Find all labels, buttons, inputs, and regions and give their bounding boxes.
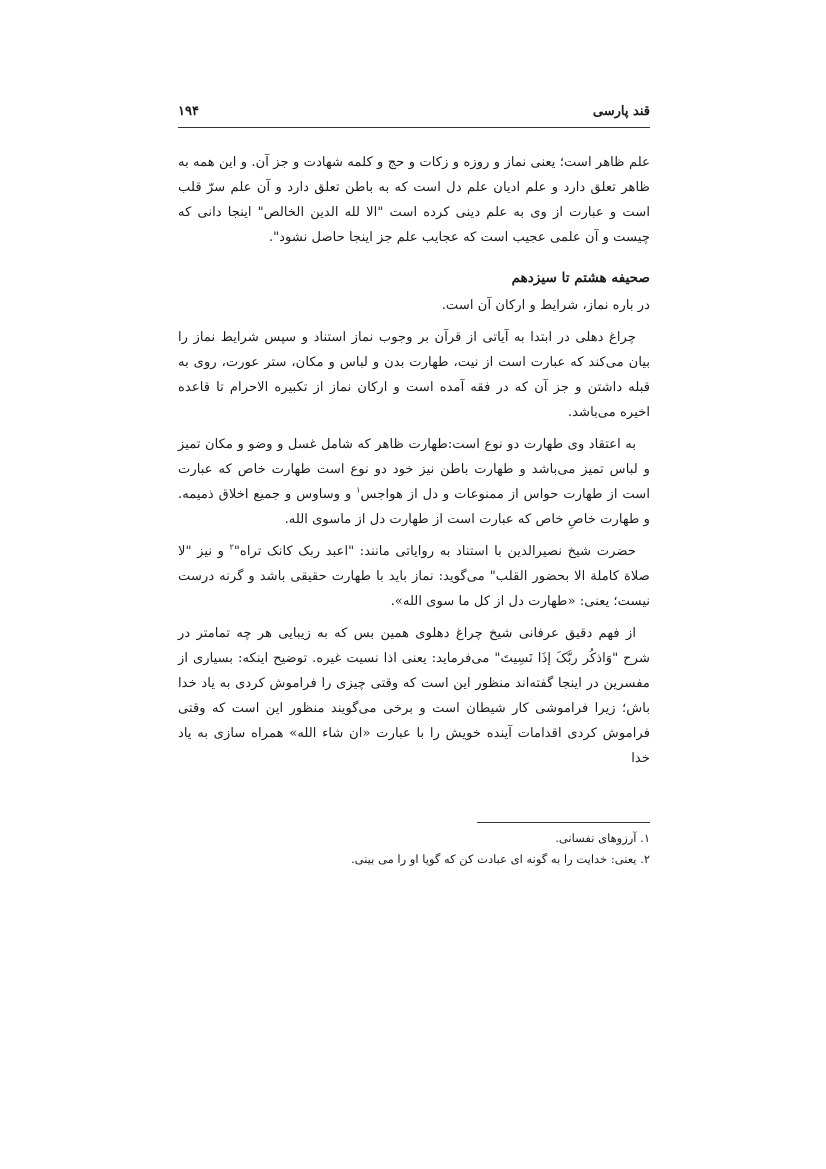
- paragraph-5: [178, 539, 650, 614]
- footnote-1: ۱. آرزوهای نفسانی.: [555, 831, 650, 845]
- document-page: [178, 0, 650, 1169]
- footnote-ref-2: ۲: [229, 542, 234, 552]
- footnote-divider: [477, 822, 650, 823]
- paragraph-1: علم ظاهر است؛ یعنی نماز و روزه و زکات و حج و کلمه شهادت و جز آن. و این همه به ظاهر تعلق دارد و علم ادیان علم دل است که به باطن تعلق دارد و آن علم سرّ قلب است و عبارت از وی به علم دینی کرده است "الا لله الدین الخالص" اینجا دانی که چیست و آن علمی عجیب است که عجایب علم جز اینجا حاصل نشود".: [178, 155, 650, 245]
- footnote-ref-1: ۱: [356, 485, 361, 495]
- section-heading: صحیفه هشتم تا سیزدهم: [511, 270, 650, 286]
- paragraph-2: در باره نماز، شرایط و ارکان آن است.: [441, 298, 650, 313]
- paragraph-4-part-a: به اعتقاد وی طهارت دو نوع است:طهارت ظاهر که شامل غسل و وضو و مکان تمیز و لباس تمیز می‌باشد و طهارت باطن نیز خود دو نوع است طهارت خاص که عبارت است از طهارت حواس از ممنوعات و دل از هواجس: [178, 437, 650, 502]
- footnote-2: ۲. یعنی: خدایت را به گونه ای عبادت کن که گویا او را می بینی.: [350, 852, 650, 866]
- page-number: ۱۹۴: [178, 104, 199, 119]
- body-text: [178, 150, 650, 778]
- paragraph-3: چراغ دهلی در ابتدا به آیاتی از قرآن بر وجوب نماز استناد و سپس شرایط نماز را بیان می‌کند که عبارت است از نیت، طهارت بدن و لباس و مکان، ستر عورت، روی به قبله داشتن و جز آن که در فقه آمده است و ارکان نماز از تکبیره الاحرام تا قاعده اخیره می‌باشد.: [178, 330, 650, 420]
- header-divider: [178, 127, 650, 128]
- paragraph-4-part-b: و وساوس و جمیع اخلاق ذمیمه. و طهارت خاصِ خاص که عبارت است از طهارت دل از ماسوی الله.: [178, 487, 650, 527]
- paragraph-5-part-b: و نیز "لا صلاة کاملة الا بحضور القلب" می‌گوید: نماز باید با طهارت حقیقی باشد و گرنه درست نیست؛ یعنی: «طهارت دل از کل ما سوی الله».: [178, 544, 650, 609]
- paragraph-4: [178, 432, 650, 532]
- running-header: [178, 104, 650, 126]
- footnotes: [178, 828, 650, 870]
- paragraph-5-part-a: حضرت شیخ نصیرالدین با استناد به روایاتی مانند: "اعبد ربک کانک تراه": [233, 544, 636, 559]
- journal-title: قند پارسی: [592, 104, 650, 119]
- paragraph-6: از فهم دقیق عرفانی شیخ چراغ دهلوی همین بس که به زیبایی هر چه تمامتر در شرح "وَاذکُر ربَّکَ إذَا نَسِیتَ" می‌فرماید: یعنی اذا نسیت غیره. توضیح اینکه: بسیاری از مفسرین در اینجا گفته‌اند منظور این است که وقتی چیزی را فراموش کردی به یاد خدا باش؛ زیرا فراموشی کار شیطان است و برخی می‌گویند منظور این است که وقتی فراموش کردی اقدامات آینده خویش را با عبارت «ان شاء الله» همراه سازی به یاد خدا: [178, 626, 650, 766]
